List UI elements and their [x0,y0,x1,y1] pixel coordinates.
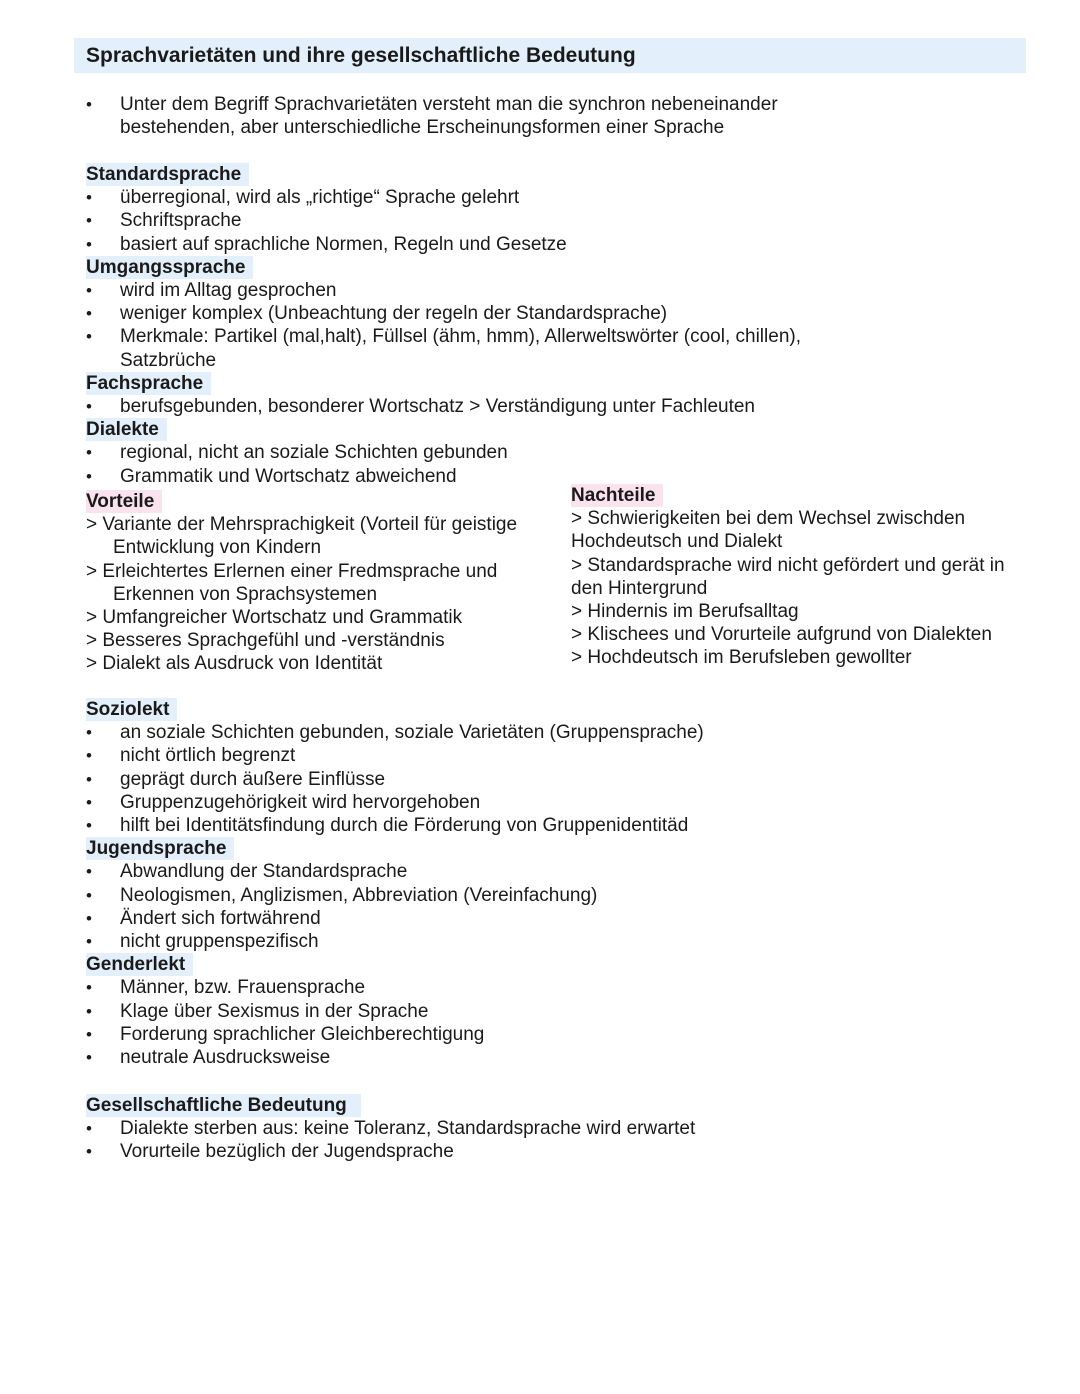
intro-block [86,93,1026,139]
list-item: > Dialekt als Ausdruck von Identität [86,653,383,675]
bullet-icon: • [86,908,92,928]
list-item: > Hindernis im Berufsalltag [571,601,799,623]
list-item: • Merkmale: Partikel (mal,halt), Füllsel (ähm, hmm), Allerweltswörter (cool, chillen), [86,326,801,348]
list-item: • hilft bei Identitätsfindung durch die Förderung von Gruppenidentitäd [86,815,689,837]
list-item: > Erleichtertes Erlernen einer Fredmsprache und [86,560,498,582]
intro-line: bestehenden, aber unterschiedliche Erscheinungsformen einer Sprache [120,117,725,139]
bullet-icon: • [86,95,92,114]
bullet-icon: • [86,234,92,254]
nachteile-column [571,484,1041,670]
list-item: > Klischees und Vorurteile aufgrund von Dialekten [571,624,992,646]
heading-jugendsprache: Jugendsprache [86,837,234,860]
list-item: Satzbrüche [120,349,217,371]
bullet-icon: • [86,723,92,743]
bullet-icon: • [86,327,92,347]
heading-fachsprache: Fachsprache [86,372,211,395]
list-item: • nicht gruppenspezifisch [86,931,319,953]
list-item: > Standardsprache wird nicht gefördert und gerät in [571,554,1005,576]
heading-umgangssprache: Umgangssprache [86,256,253,279]
bullet-icon: • [86,816,92,836]
list-item: • weniger komplex (Unbeachtung der regeln der Standardsprache) [86,303,668,325]
bullet-icon: • [86,397,92,417]
list-item: • überregional, wird als „richtige“ Sprache gelehrt [86,187,520,209]
intro-line: Unter dem Begriff Sprachvarietäten versteht man die synchron nebeneinander [120,94,778,115]
bullet-icon: • [86,746,92,766]
list-item: • Dialekte sterben aus: keine Toleranz, Standardsprache wird erwartet [86,1118,696,1140]
social-varieties-block [86,698,1026,1069]
list-item: • an soziale Schichten gebunden, soziale Varietäten (Gruppensprache) [86,722,704,744]
bullet-icon: • [86,1024,92,1044]
list-item: • Vorurteile bezüglich der Jugendsprache [86,1141,454,1163]
bullet-icon: • [86,1142,92,1162]
list-item: • basiert auf sprachliche Normen, Regeln und Gesetze [86,233,567,255]
bullet-icon: • [86,304,92,324]
bullet-icon: • [86,792,92,812]
bullet-icon: • [86,769,92,789]
bullet-icon: • [86,862,92,882]
bullet-icon: • [86,1119,92,1139]
list-item: • Ändert sich fortwährend [86,907,321,929]
heading-nachteile: Nachteile [571,484,663,507]
vorteile-column [86,490,556,676]
varieties-block [86,163,1026,488]
list-item: • neutrale Ausdrucksweise [86,1047,331,1069]
list-item: > Variante der Mehrsprachigkeit (Vorteil für geistige [86,514,518,536]
bullet-icon: • [86,932,92,952]
list-item: > Hochdeutsch im Berufsleben gewollter [571,647,912,669]
page-title: Sprachvarietäten und ihre gesellschaftliche Bedeutung [74,38,1026,73]
list-item: Entwicklung von Kindern [113,537,322,559]
heading-gesellschaftliche-bedeutung: Gesellschaftliche Bedeutung [86,1094,361,1117]
significance-block [86,1094,1026,1164]
list-item: • Klage über Sexismus in der Sprache [86,1000,429,1022]
list-item: • Schriftsprache [86,210,242,232]
heading-genderlekt: Genderlekt [86,953,193,976]
list-item: • wird im Alltag gesprochen [86,280,337,302]
list-item: • regional, nicht an soziale Schichten gebunden [86,442,508,464]
bullet-icon: • [86,1048,92,1068]
bullet-icon: • [86,443,92,463]
list-item: > Schwierigkeiten bei dem Wechsel zwischden [571,508,966,530]
list-item: • nicht örtlich begrenzt [86,745,296,767]
list-item: • berufsgebunden, besonderer Wortschatz > Verständigung unter Fachleuten [86,396,755,418]
list-item: Hochdeutsch und Dialekt [571,531,783,553]
list-item: • Gruppenzugehörigkeit wird hervorgehoben [86,791,481,813]
list-item: • Grammatik und Wortschatz abweichend [86,465,457,487]
list-item: Erkennen von Sprachsystemen [113,583,378,605]
heading-vorteile: Vorteile [86,490,162,513]
list-item: • geprägt durch äußere Einflüsse [86,768,386,790]
bullet-icon: • [86,188,92,208]
list-item [86,116,1026,139]
list-item: > Besseres Sprachgefühl und -verständnis [86,630,445,652]
heading-standardsprache: Standardsprache [86,163,249,186]
list-item: • Abwandlung der Standardsprache [86,861,408,883]
list-item: • Männer, bzw. Frauensprache [86,977,366,999]
heading-dialekte: Dialekte [86,418,167,441]
bullet-icon: • [86,885,92,905]
bullet-icon: • [86,978,92,998]
list-item: > Umfangreicher Wortschatz und Grammatik [86,607,463,629]
list-item: • Forderung sprachlicher Gleichberechtigung [86,1023,485,1045]
bullet-icon: • [86,211,92,231]
bullet-icon: • [86,281,92,301]
bullet-icon: • [86,466,92,486]
list-item [86,93,1026,116]
list-item: den Hintergrund [571,577,708,599]
bullet-icon: • [86,1001,92,1021]
list-item: • Neologismen, Anglizismen, Abbreviation (Vereinfachung) [86,884,598,906]
heading-soziolekt: Soziolekt [86,698,177,721]
